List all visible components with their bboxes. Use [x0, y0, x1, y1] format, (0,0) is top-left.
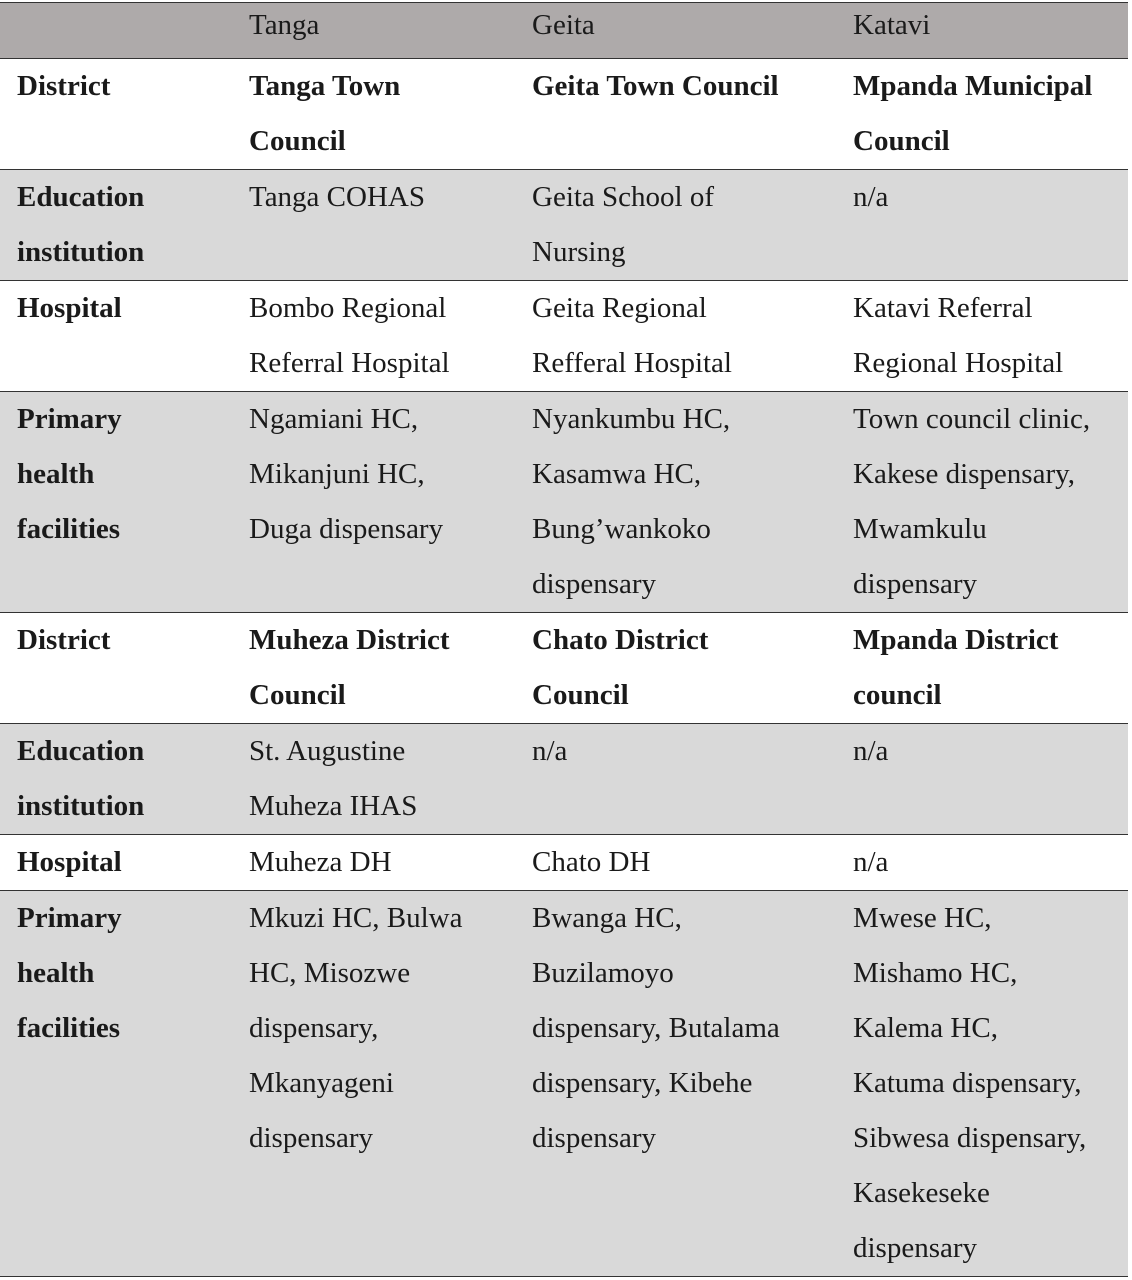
row-label-line: Hospital [17, 846, 122, 878]
table-row [0, 392, 1128, 613]
cell-line: Council [853, 125, 950, 157]
row-label-line: health [17, 458, 95, 490]
table-cell-geita [532, 281, 732, 391]
cell-line: Kasamwa HC, [532, 458, 702, 490]
table-cell-tanga [249, 891, 462, 1166]
cell-line: Mkuzi HC, Bulwa [249, 902, 463, 934]
row-label-line: District [17, 624, 111, 656]
table-cell-tanga [249, 835, 392, 890]
cell-line: dispensary [532, 568, 657, 600]
column-header-katavi: Katavi [853, 9, 931, 41]
row-label-line: institution [17, 236, 145, 268]
table-cell-katavi [853, 891, 1086, 1276]
row-label-line: institution [17, 790, 145, 822]
cell-line: Tanga COHAS [249, 181, 425, 213]
cell-line: Council [249, 679, 346, 711]
row-label-line: District [17, 70, 111, 102]
cell-line: Mwese HC, [853, 902, 992, 934]
table-cell-katavi [853, 59, 1092, 169]
table-cell-tanga [249, 59, 400, 169]
table-cell-geita [532, 724, 567, 779]
row-label [17, 891, 122, 1056]
table-cell-katavi [853, 392, 1090, 612]
cell-line: dispensary [532, 1122, 657, 1154]
cell-line: Nyankumbu HC, [532, 403, 731, 435]
cell-line: Council [532, 679, 629, 711]
table-cell-tanga [249, 392, 443, 557]
table-cell-geita [532, 613, 708, 723]
cell-line: Geita Regional [532, 292, 707, 324]
cell-line: Mkanyageni [249, 1067, 394, 1099]
cell-line: dispensary [853, 1232, 978, 1264]
cell-line: Bombo Regional [249, 292, 447, 324]
table-row [0, 891, 1128, 1277]
cell-line: n/a [853, 846, 889, 878]
cell-line: dispensary, Kibehe [532, 1067, 753, 1099]
cell-line: Chato DH [532, 846, 651, 878]
row-label [17, 724, 144, 834]
table-row [0, 724, 1128, 835]
cell-line: dispensary, Butalama [532, 1012, 780, 1044]
cell-line: dispensary [249, 1122, 374, 1154]
table-row [0, 835, 1128, 891]
cell-line: Muheza DH [249, 846, 392, 878]
row-label [17, 835, 122, 890]
cell-line: Mwamkulu [853, 513, 987, 545]
table-cell-geita [532, 59, 779, 114]
row-label [17, 392, 122, 557]
table-cell-katavi [853, 724, 888, 779]
cell-line: Bwanga HC, [532, 902, 682, 934]
cell-line: St. Augustine [249, 735, 406, 767]
row-label-line: Education [17, 735, 145, 767]
table-cell-katavi [853, 170, 888, 225]
table-cell-tanga [249, 281, 450, 391]
cell-line: Muheza IHAS [249, 790, 418, 822]
row-label-line: Primary [17, 902, 122, 934]
table-cell-geita [532, 392, 730, 612]
cell-line: Council [249, 125, 346, 157]
row-label [17, 170, 144, 280]
cell-line: Kasekeseke [853, 1177, 990, 1209]
table-cell-katavi [853, 835, 888, 890]
cell-line: Ngamiani HC, [249, 403, 419, 435]
cell-line: Sibwesa dispensary, [853, 1122, 1087, 1154]
table-cell-geita [532, 891, 780, 1166]
table-row [0, 170, 1128, 281]
cell-line: n/a [853, 735, 889, 767]
table-row [0, 281, 1128, 392]
cell-line: Regional Hospital [853, 347, 1064, 379]
cell-line: Bung’wankoko [532, 513, 711, 545]
cell-line: Mpanda District [853, 624, 1059, 656]
row-label-line: health [17, 957, 95, 989]
cell-line: dispensary [853, 568, 978, 600]
cell-line: n/a [532, 735, 568, 767]
cell-line: HC, Misozwe [249, 957, 411, 989]
table-cell-tanga [249, 170, 425, 225]
table-cell-katavi [853, 613, 1058, 723]
cell-line: Katavi Referral [853, 292, 1033, 324]
table-header-row [0, 2, 1128, 59]
cell-line: dispensary, [249, 1012, 379, 1044]
row-label [17, 59, 110, 114]
cell-line: Town council clinic, [853, 403, 1091, 435]
cell-line: Referral Hospital [249, 347, 450, 379]
cell-line: Kakese dispensary, [853, 458, 1075, 490]
row-label-line: Hospital [17, 292, 122, 324]
table-cell-geita [532, 835, 650, 890]
table-row [0, 613, 1128, 724]
table-cell-katavi [853, 281, 1063, 391]
row-label [17, 613, 110, 668]
cell-line: council [853, 679, 942, 711]
cell-line: Geita Town Council [532, 70, 779, 102]
table-cell-tanga [249, 613, 450, 723]
row-label-line: facilities [17, 513, 121, 545]
row-label-line: facilities [17, 1012, 121, 1044]
cell-line: n/a [853, 181, 889, 213]
row-label-line: Education [17, 181, 145, 213]
column-header-geita: Geita [532, 9, 595, 41]
row-label-line: Primary [17, 403, 122, 435]
cell-line: Muheza District [249, 624, 450, 656]
cell-line: Kalema HC, [853, 1012, 998, 1044]
cell-line: Duga dispensary [249, 513, 444, 545]
cell-line: Buzilamoyo [532, 957, 674, 989]
cell-line: Chato District [532, 624, 709, 656]
row-label [17, 281, 122, 336]
table-cell-tanga [249, 724, 417, 834]
cell-line: Mishamo HC, [853, 957, 1018, 989]
cell-line: Mpanda Municipal [853, 70, 1093, 102]
cell-line: Mikanjuni HC, [249, 458, 425, 490]
table-row [0, 59, 1128, 170]
cell-line: Katuma dispensary, [853, 1067, 1082, 1099]
cell-line: Nursing [532, 236, 626, 268]
cell-line: Refferal Hospital [532, 347, 732, 379]
table-cell-geita [532, 170, 714, 280]
column-header-tanga: Tanga [249, 9, 320, 41]
cell-line: Tanga Town [249, 70, 401, 102]
cell-line: Geita School of [532, 181, 715, 213]
